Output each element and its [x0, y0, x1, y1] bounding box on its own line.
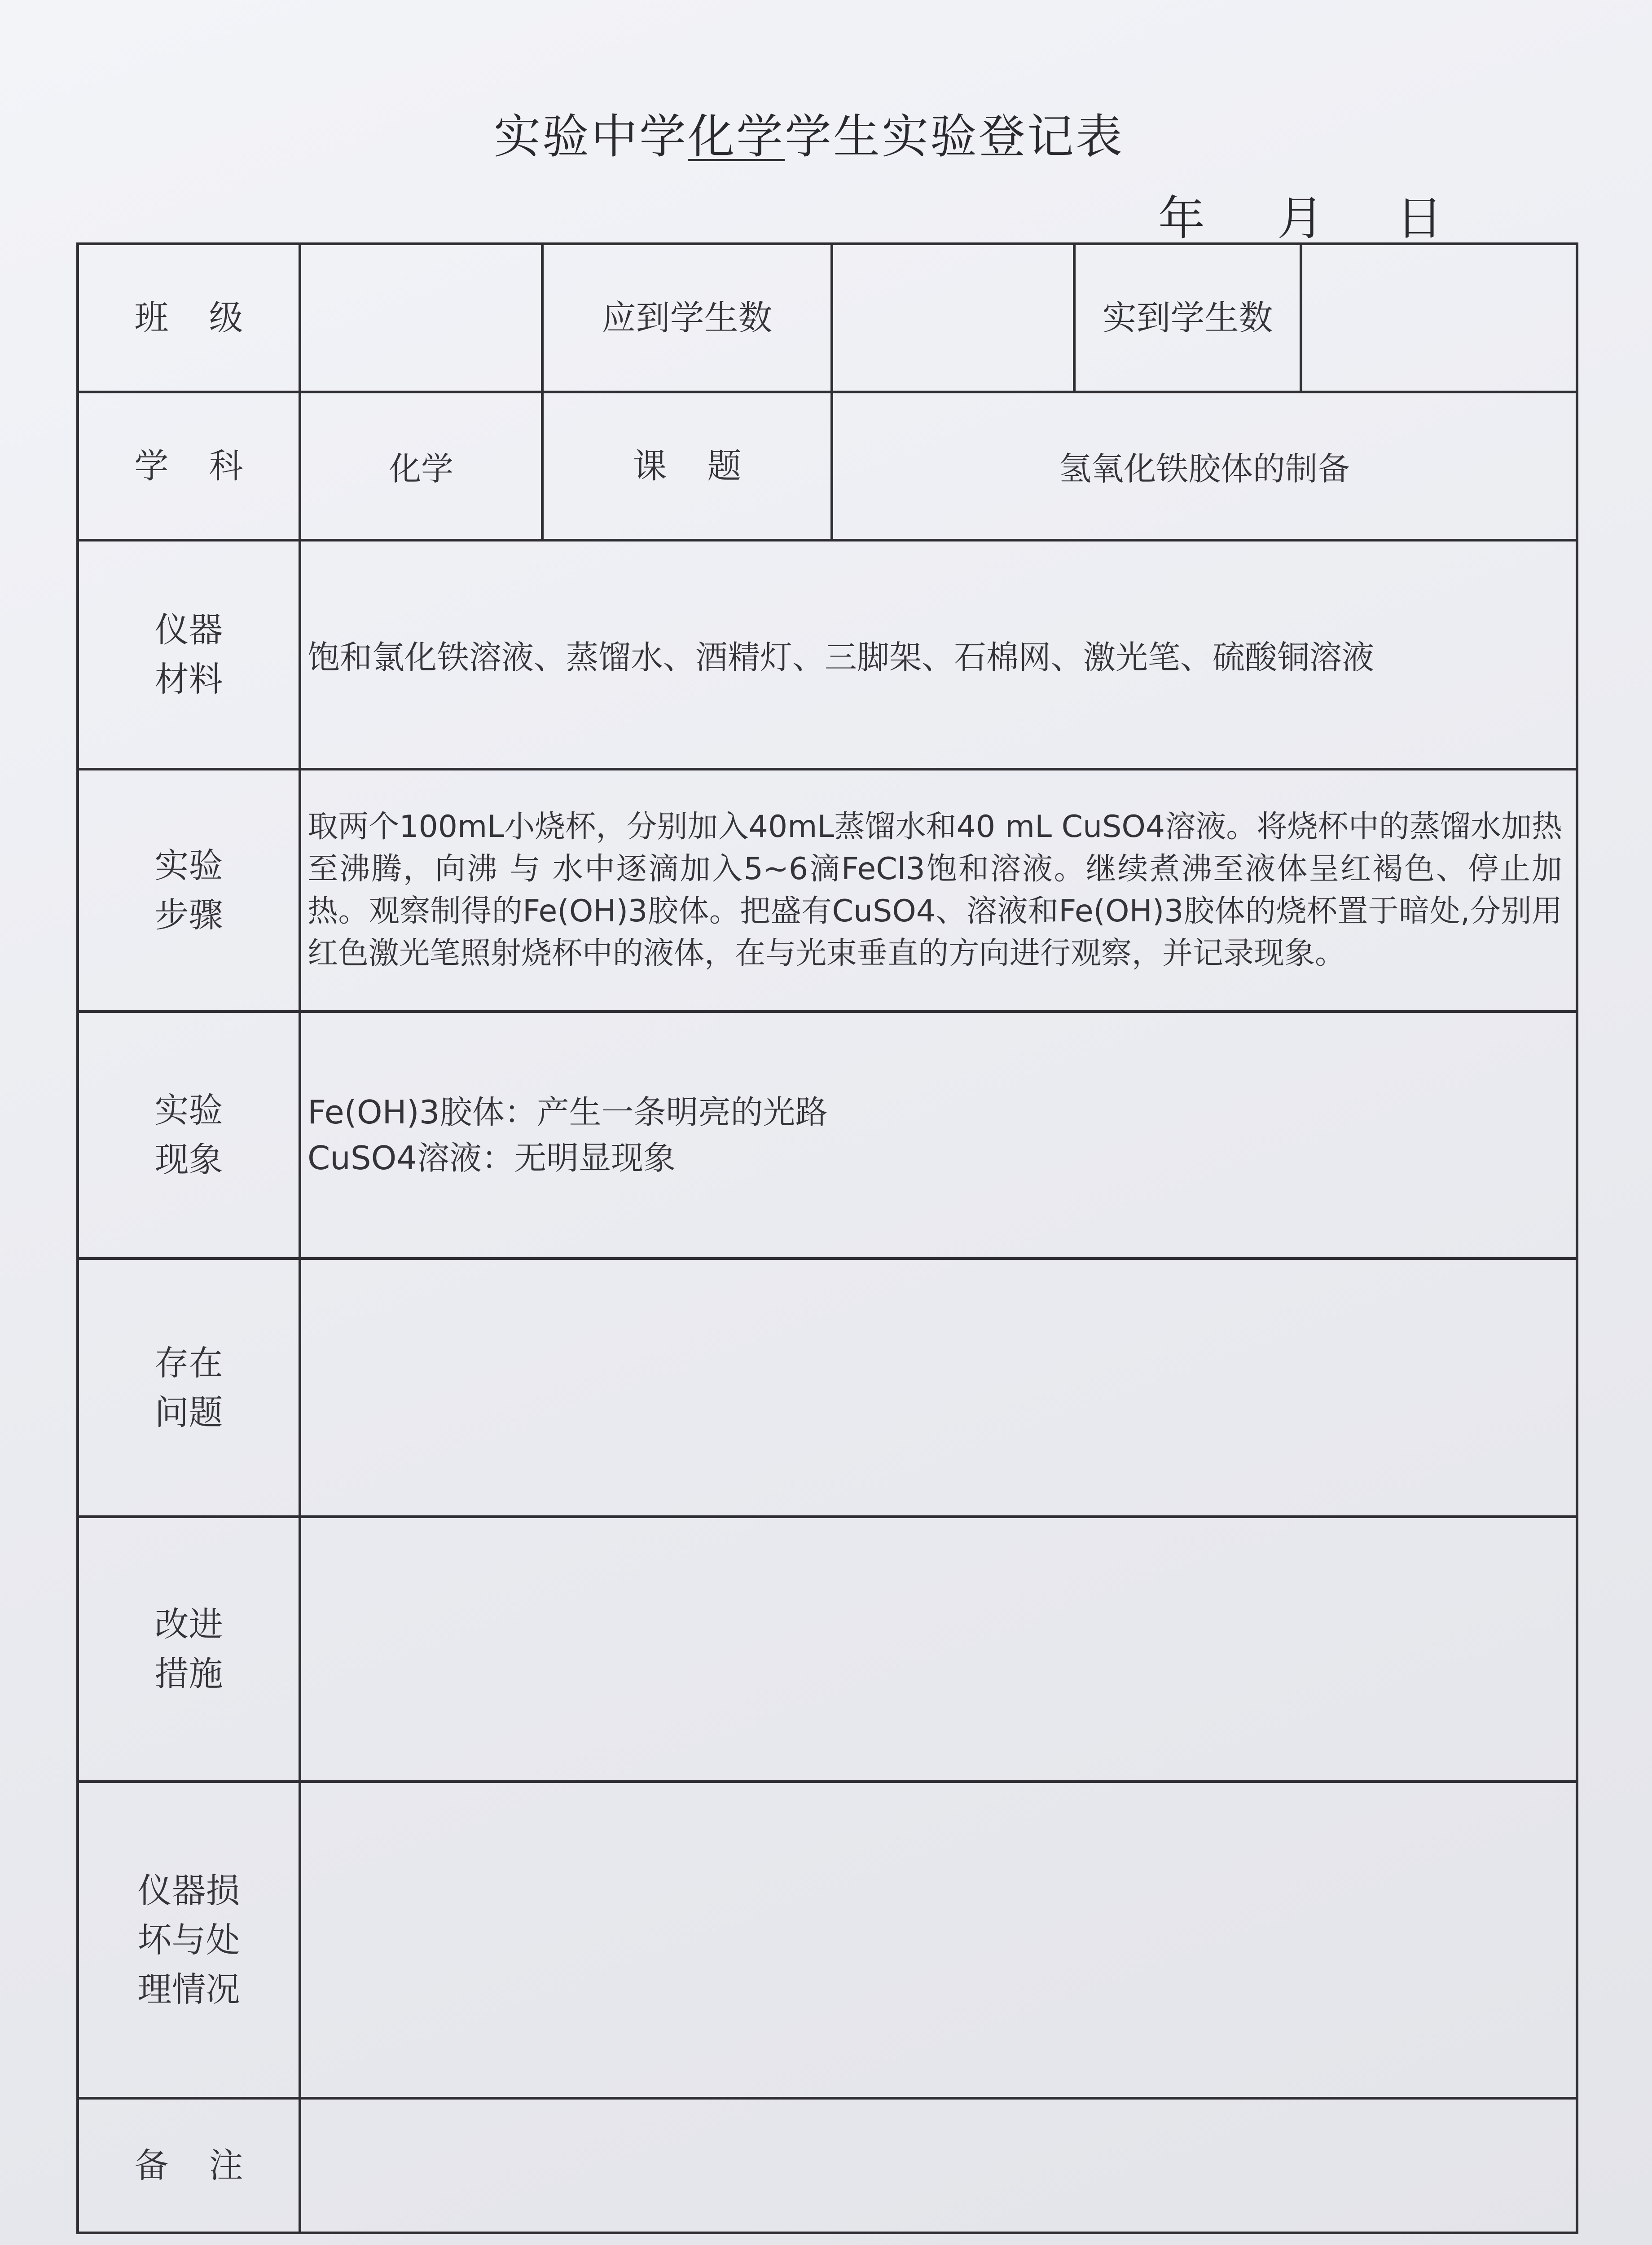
steps-label-line2: 步骤: [154, 895, 223, 935]
row-class-counts: [78, 244, 1577, 392]
phenomena-line-solution: CuSO4溶液：无明显现象: [308, 1139, 676, 1177]
materials-label-line1: 仪器: [154, 610, 223, 650]
title-subject: 化学: [688, 109, 785, 164]
class-label: 班级: [78, 244, 300, 392]
form-title: [494, 99, 1124, 166]
row-phenomena: [78, 1012, 1577, 1259]
row-subject-topic: [78, 392, 1577, 540]
problems-label-line2: 问题: [154, 1392, 223, 1432]
date-year-label: 年: [1158, 191, 1205, 246]
topic-label: 课题: [542, 392, 832, 540]
row-improvements: [78, 1517, 1577, 1782]
row-problems: [78, 1259, 1577, 1517]
phenomena-label: [78, 1012, 300, 1259]
subject-label: 学科: [78, 392, 300, 540]
title-suffix: 学生实验登记表: [785, 109, 1125, 164]
expected-students-label: 应到学生数: [542, 244, 832, 392]
improvements-label-line2: 措施: [154, 1654, 223, 1694]
phenomena-line-colloid: Fe(OH)3胶体：产生一条明亮的光路: [308, 1093, 828, 1131]
date-month-label: 月: [1277, 191, 1324, 246]
phenomena-field[interactable]: [300, 1012, 1577, 1259]
materials-label-line2: 材料: [154, 659, 223, 699]
remarks-field[interactable]: [300, 2098, 1577, 2233]
damage-label-line2: 坏与处: [137, 1919, 240, 1960]
damage-label-line1: 仪器损: [137, 1870, 240, 1910]
date-day-label: 日: [1396, 191, 1443, 246]
topic-field[interactable]: 氢氧化铁胶体的制备: [832, 392, 1577, 540]
improvements-field[interactable]: [300, 1517, 1577, 1782]
phenomena-label-line2: 现象: [154, 1140, 223, 1180]
remarks-label: 备注: [78, 2098, 300, 2233]
row-remarks: [78, 2098, 1577, 2233]
actual-students-label: 实到学生数: [1074, 244, 1301, 392]
row-steps: [78, 769, 1577, 1012]
subject-field[interactable]: 化学: [300, 392, 542, 540]
materials-label: [78, 540, 300, 769]
materials-field[interactable]: 饱和氯化铁溶液、蒸馏水、酒精灯、三脚架、石棉网、激光笔、硫酸铜溶液: [300, 540, 1577, 769]
row-damage: [78, 1782, 1577, 2098]
class-field[interactable]: [300, 244, 542, 392]
steps-label-line1: 实验: [154, 845, 223, 885]
problems-label-line1: 存在: [154, 1343, 223, 1383]
improvements-label-line1: 改进: [154, 1604, 223, 1644]
expected-students-field[interactable]: [832, 244, 1074, 392]
problems-field[interactable]: [300, 1259, 1577, 1517]
steps-field[interactable]: 取两个100mL小烧杯，分别加入40mL蒸馏水和40 mL CuSO4溶液。将烧杯中的蒸馏水加热至沸腾，向沸 与 水中逐滴加入5~6滴FeCl3饱和溶液。继续煮沸至液体呈红褐色、停止加热。观察制得的Fe(OH)3胶体。把盛有CuSO4、溶液和Fe(OH)3胶体的烧杯置于暗处,分别用红色激光笔照射烧杯中的液体，在与光束垂直的方向进行观察，并记录现象。: [300, 769, 1577, 1012]
improvements-label: [78, 1517, 300, 1782]
title-prefix: 实验中学: [494, 109, 688, 164]
problems-label: [78, 1259, 300, 1517]
phenomena-label-line1: 实验: [154, 1090, 223, 1130]
actual-students-field[interactable]: [1301, 244, 1577, 392]
registration-table: [76, 242, 1578, 2234]
damage-field[interactable]: [300, 1782, 1577, 2098]
damage-label-line3: 理情况: [137, 1969, 240, 2009]
damage-label: [78, 1782, 300, 2098]
steps-label: [78, 769, 300, 1012]
row-materials: [78, 540, 1577, 769]
